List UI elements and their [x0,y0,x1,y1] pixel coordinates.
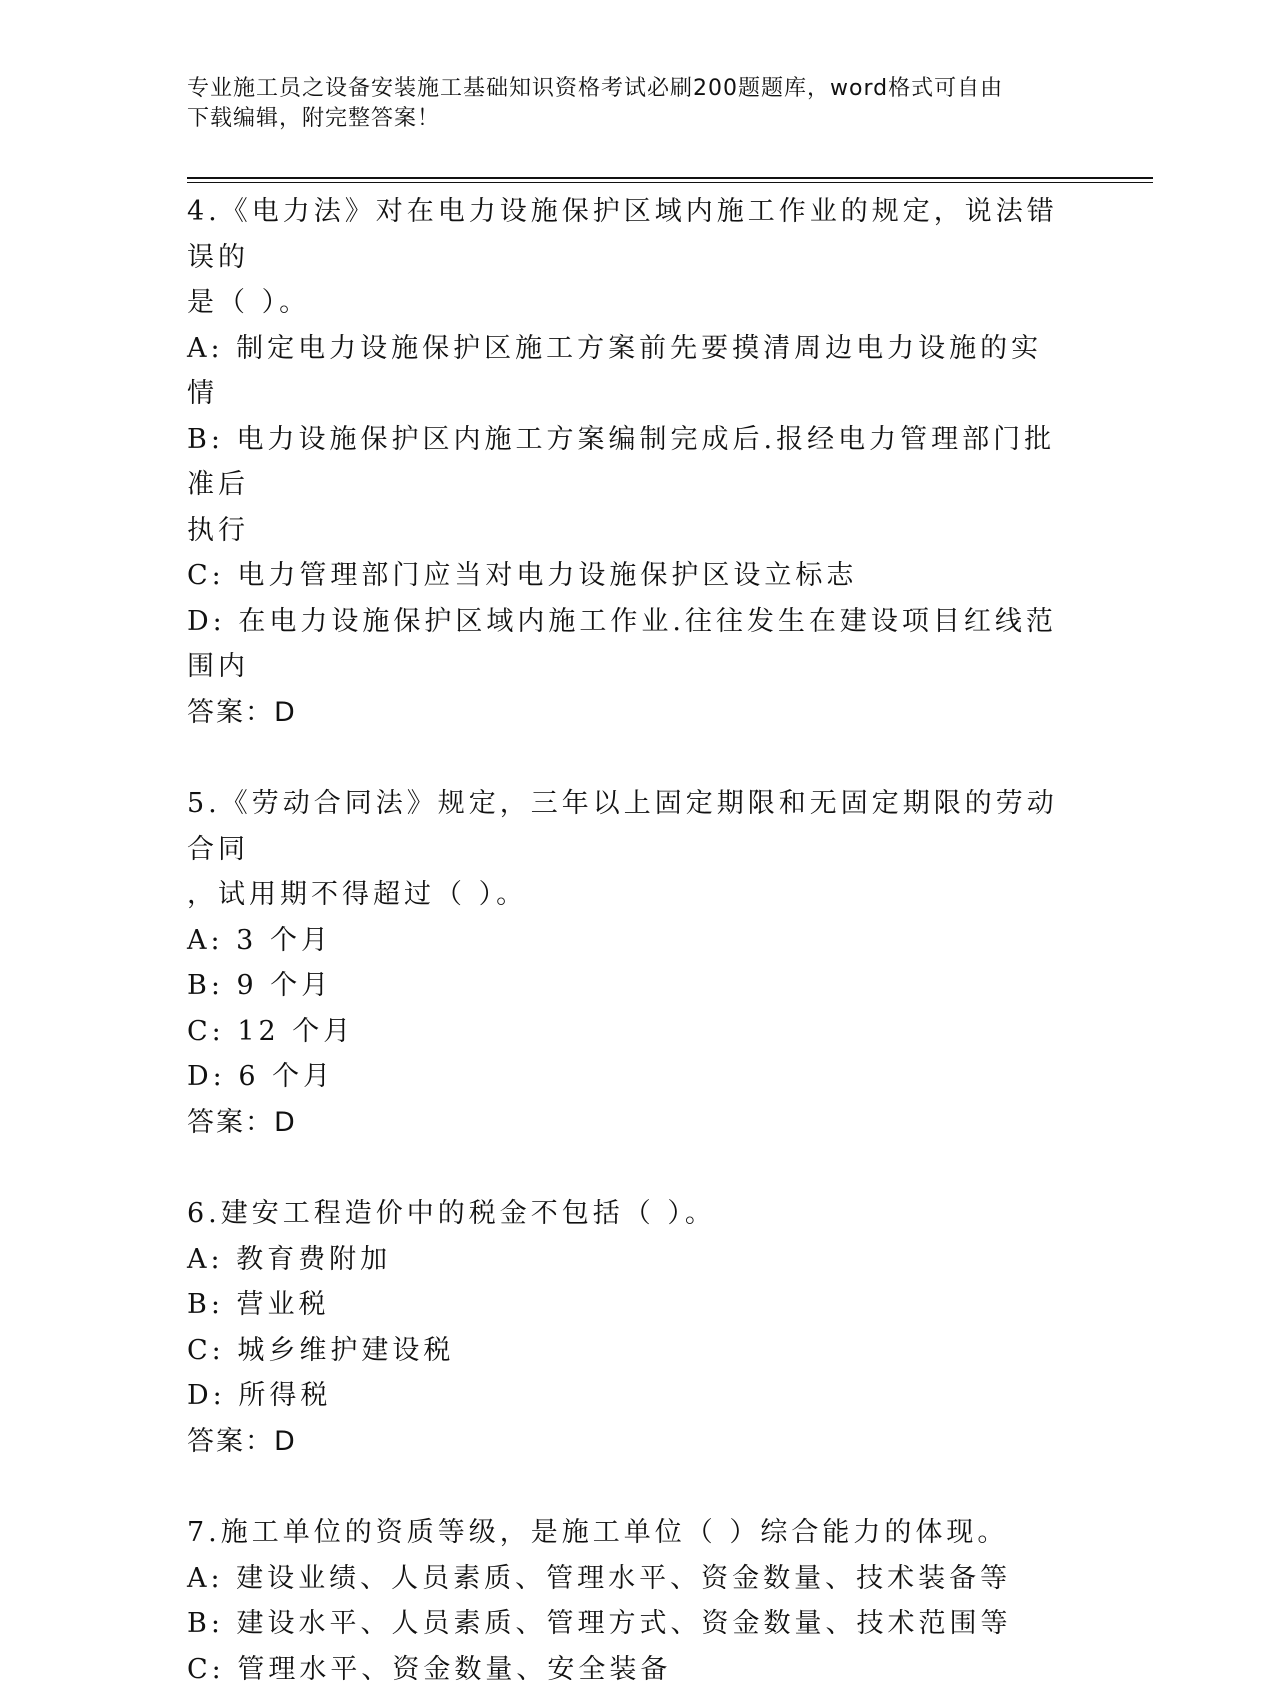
question-7 [187,1510,1067,1692]
question-4-stem-line-2: 是（ ）。 [187,280,1067,326]
question-4 [187,189,1067,735]
question-4-option-c: C: 电力管理部门应当对电力设施保护区设立标志 [187,553,1067,599]
question-6 [187,1191,1067,1464]
question-gap [187,1464,1067,1510]
question-7-option-b: B: 建设水平、人员素质、管理方式、资金数量、技术范围等 [187,1601,1067,1647]
question-7-option-c: C: 管理水平、资金数量、安全装备 [187,1647,1067,1692]
header-line-2: 下载编辑，附完整答案！ [187,104,1087,134]
question-7-option-a: A: 建设业绩、人员素质、管理水平、资金数量、技术装备等 [187,1556,1067,1602]
question-5-stem-line-1: 5.《劳动合同法》规定，三年以上固定期限和无固定期限的劳动合同 [187,781,1067,872]
question-gap [187,735,1067,781]
question-6-stem-line-1: 6.建安工程造价中的税金不包括（ ）。 [187,1191,1067,1237]
document-header [187,74,1087,134]
question-5-option-b: B: 9 个月 [187,963,1067,1009]
question-4-option-d: D: 在电力设施保护区域内施工作业.往往发生在建设项目红线范围内 [187,599,1067,690]
question-6-answer: 答案：D [187,1419,1067,1465]
question-5 [187,781,1067,1145]
question-5-option-d: D: 6 个月 [187,1054,1067,1100]
question-4-answer: 答案：D [187,690,1067,736]
header-rule-thick [187,177,1153,179]
question-5-answer: 答案：D [187,1100,1067,1146]
question-4-option-a: A: 制定电力设施保护区施工方案前先要摸清周边电力设施的实情 [187,326,1067,417]
header-rule-thin [187,182,1153,183]
question-4-option-b-line-2: 执行 [187,508,1067,554]
question-7-stem-line-1: 7.施工单位的资质等级，是施工单位（ ）综合能力的体现。 [187,1510,1067,1556]
question-6-option-b: B: 营业税 [187,1282,1067,1328]
header-line-1: 专业施工员之设备安装施工基础知识资格考试必刷200题题库，word格式可自由 [187,74,1087,104]
question-list [187,189,1067,1692]
question-6-option-a: A: 教育费附加 [187,1237,1067,1283]
question-4-stem-line-1: 4.《电力法》对在电力设施保护区域内施工作业的规定，说法错误的 [187,189,1067,280]
question-4-option-b-line-1: B: 电力设施保护区内施工方案编制完成后.报经电力管理部门批准后 [187,417,1067,508]
question-5-option-c: C: 12 个月 [187,1009,1067,1055]
question-gap [187,1145,1067,1191]
question-5-option-a: A: 3 个月 [187,918,1067,964]
question-6-option-c: C: 城乡维护建设税 [187,1328,1067,1374]
question-6-option-d: D: 所得税 [187,1373,1067,1419]
question-5-stem-line-2: ，试用期不得超过（ ）。 [187,872,1067,918]
